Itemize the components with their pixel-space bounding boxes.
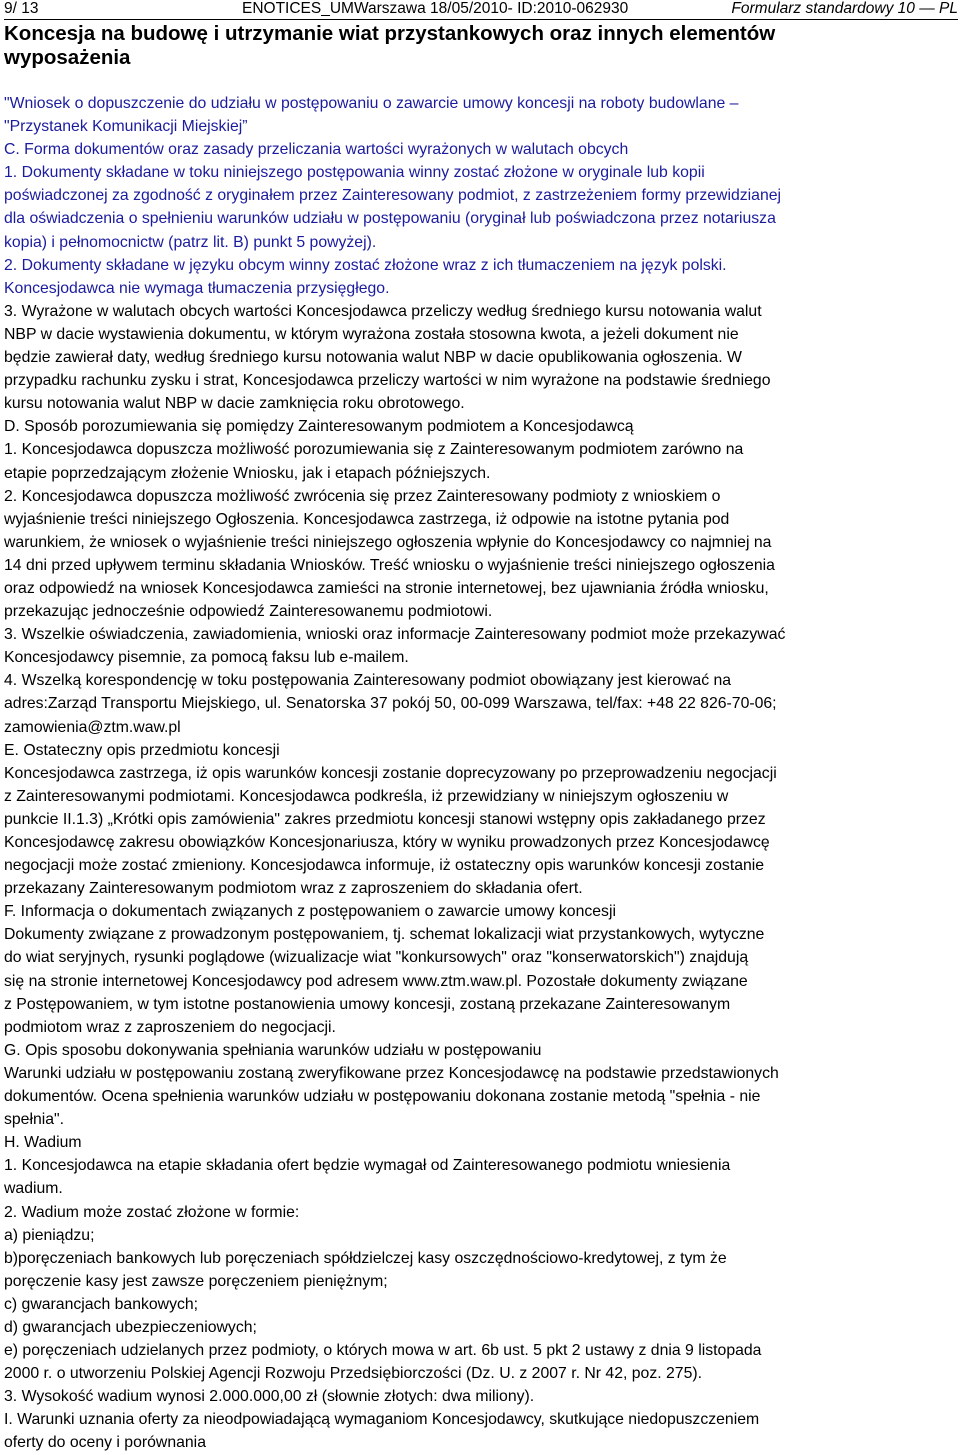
text-line: Koncesjodawcy pisemnie, za pomocą faksu lub e-mailem.	[4, 649, 409, 667]
text-line: zamowienia@ztm.waw.pl	[4, 718, 181, 736]
text-line: 1. Dokumenty składane w toku niniejszego postępowania winny zostać złożone w oryginale lub kopii	[4, 164, 705, 182]
text-line: 2. Dokumenty składane w języku obcym winny zostać złożone wraz z ich tłumaczeniem na język polski.	[4, 256, 727, 274]
text-line: 3. Wyrażone w walutach obcych wartości Koncesjodawca przeliczy według średniego kursu notowania walut	[4, 302, 762, 320]
text-line: a) pieniądzu;	[4, 1226, 95, 1244]
text-line: poświadczonej za zgodność z oryginałem przez Zainteresowany podmiot, z zastrzeżeniem formy przewidzianej	[4, 187, 782, 205]
text-line: spełnia".	[4, 1111, 65, 1129]
text-line: etapie poprzedzającym złożenie Wniosku, jak i etapach późniejszych.	[4, 464, 491, 482]
page-header	[4, 0, 958, 20]
text-line: c) gwarancjach bankowych;	[4, 1295, 199, 1313]
text-line: 3. Wysokość wadium wynosi 2.000.000,00 zł (słownie złotych: dwa miliony).	[4, 1388, 535, 1406]
text-line: kopia) i pełnomocnictw (patrz lit. B) punkt 5 powyżej).	[4, 233, 377, 251]
notice-id: ENOTICES_UMWarszawa 18/05/2010- ID:2010-062930	[242, 0, 629, 17]
text-line: 1. Koncesjodawca na etapie składania ofert będzie wymagał od Zainteresowanego podmiotu wniesienia	[4, 1157, 731, 1175]
text-line: "Przystanek Komunikacji Miejskiej”	[4, 118, 248, 136]
text-line: warunkiem, że wniosek o wyjaśnienie treści niniejszego ogłoszenia wpłynie do Koncesjodawcy co najmniej na	[4, 533, 772, 551]
text-line: z Postępowaniem, w tym istotne postanowienia umowy koncesji, zostaną przekazane Zainteresowanym	[4, 995, 731, 1013]
text-line: z Zainteresowanymi podmiotami. Koncesjodawca podkreśla, iż przewidziany w niniejszym ogłoszeniu w	[4, 787, 729, 805]
text-line: G. Opis sposobu dokonywania spełniania warunków udziału w postępowaniu	[4, 1041, 542, 1059]
text-line: będzie zawierał daty, według średniego kursu notowania walut NBP w dacie opublikowania ogłoszenia. W	[4, 349, 742, 367]
text-line: oraz odpowiedź na wniosek Koncesjodawca zamieści na stronie internetowej, bez ujawniania źródła wniosku,	[4, 579, 769, 597]
text-line: wadium.	[4, 1180, 63, 1198]
text-line: I. Warunki uznania oferty za nieodpowiadającą wymaganiom Koncesjodawcy, skutkujące niedopuszczeniem	[4, 1411, 760, 1429]
text-line: negocjacji może zostać zmieniony. Koncesjodawca informuje, iż ostateczny opis warunków koncesji zostanie	[4, 857, 765, 875]
text-line: Dokumenty związane z prowadzonym postępowaniem, tj. schemat lokalizacji wiat przystankowych, wytyczne	[4, 926, 765, 944]
text-line: dokumentów. Ocena spełnienia warunków udziału w postępowaniu dokonana zostanie metodą "spełnia - nie	[4, 1088, 761, 1106]
text-line: Warunki udziału w postępowaniu zostaną zweryfikowane przez Koncesjodawcę na podstawie przedstawionych	[4, 1064, 779, 1082]
text-line: dla oświadczenia o spełnieniu warunków udziału w postępowaniu (oryginał lub poświadczona przez notariusza	[4, 210, 776, 228]
text-line: 2. Koncesjodawca dopuszcza możliwość zwrócenia się przez Zainteresowany podmioty z wnioskiem o	[4, 487, 721, 505]
text-line: e) poręczeniach udzielanych przez podmioty, o których mowa w art. 6b ust. 5 pkt 2 ustawy z dnia 9 listopada	[4, 1342, 762, 1360]
text-line: b)poręczeniach bankowych lub poręczeniach spółdzielczej kasy oszczędnościowo-kredytowej, z tym że	[4, 1249, 727, 1267]
text-line: adres:Zarząd Transportu Miejskiego, ul. Senatorska 37 pokój 50, 00-099 Warszawa, tel/fax: +48 22 826-70-06;	[4, 695, 777, 713]
text-line: E. Ostateczny opis przedmiotu koncesji	[4, 741, 280, 759]
text-line: C. Forma dokumentów oraz zasady przeliczania wartości wyrażonych w walutach obcych	[4, 141, 629, 159]
text-line: Koncesjodawca nie wymaga tłumaczenia przysięgłego.	[4, 279, 390, 297]
text-line: d) gwarancjach ubezpieczeniowych;	[4, 1318, 257, 1336]
text-line: przekazany Zainteresowanym podmiotom wraz z zaproszeniem do składania ofert.	[4, 880, 583, 898]
title-line-1: Koncesja na budowę i utrzymanie wiat przystankowych oraz innych elementów	[4, 22, 776, 45]
text-line: kursu notowania walut NBP w dacie zamknięcia roku obrotowego.	[4, 395, 465, 413]
text-line: się na stronie internetowej Koncesjodawcy pod adresem www.ztm.waw.pl. Pozostałe dokumenty związane	[4, 972, 748, 990]
text-line: Koncesjodawcę zakresu obowiązków Koncesjonariusza, który w wyniku prowadzonych przez Koncesjodawcę	[4, 834, 770, 851]
text-line: F. Informacja o dokumentach związanych z postępowaniem o zawarcie umowy koncesji	[4, 903, 616, 921]
header-divider	[4, 19, 958, 20]
text-line: oferty do oceny i porównania	[4, 1434, 206, 1452]
text-line: 2000 r. o utworzeniu Polskiej Agencji Rozwoju Przedsiębiorczości (Dz. U. z 2007 r. Nr 42, poz. 275).	[4, 1365, 703, 1383]
text-line: H. Wadium	[4, 1134, 82, 1152]
document-body	[4, 92, 959, 1455]
text-line: "Wniosek o dopuszczenie do udziału w postępowaniu o zawarcie umowy koncesji na roboty budowlane –	[4, 95, 739, 112]
page-number: 9/ 13	[4, 0, 39, 17]
text-line: punkcie II.1.3) „Krótki opis zamówienia" zakres przedmiotu koncesji stanowi wstępny opis zakładanego przez	[4, 810, 766, 828]
text-line: D. Sposób porozumiewania się pomiędzy Zainteresowanym podmiotem a Koncesjodawcą	[4, 418, 634, 436]
text-line: poręczenie kasy jest zawsze poręczeniem pieniężnym;	[4, 1272, 388, 1290]
document-title	[4, 22, 954, 70]
title-line-2: wyposażenia	[4, 46, 131, 69]
text-line: podmiotom wraz z zaproszeniem do negocjacji.	[4, 1018, 336, 1036]
text-line: 2. Wadium może zostać złożone w formie:	[4, 1203, 300, 1221]
form-name: Formularz standardowy 10 — PL	[731, 0, 958, 17]
text-line: wyjaśnienie treści niniejszego Ogłoszenia. Koncesjodawca zastrzega, iż odpowie na istotne pytania pod	[4, 510, 730, 528]
text-line: przypadku rachunku zysku i strat, Koncesjodawca przeliczy wartości w nim wyrażone na podstawie średniego	[4, 372, 771, 390]
text-line: Koncesjodawca zastrzega, iż opis warunków koncesji zostanie doprecyzowany po przeprowadzeniu negocjacji	[4, 764, 777, 782]
text-line: NBP w dacie wystawienia dokumentu, w którym wyrażona została stosowna kwota, a jeżeli dokument nie	[4, 325, 739, 343]
text-line: 1. Koncesjodawca dopuszcza możliwość porozumiewania się z Zainteresowanym podmiotem zarówno na	[4, 441, 744, 459]
text-line: przekazując jednocześnie odpowiedź Zainteresowanemu podmiotowi.	[4, 603, 493, 621]
text-line: 14 dni przed upływem terminu składania Wniosków. Treść wniosku o wyjaśnienie treści niniejszego ogłoszenia	[4, 556, 775, 574]
text-line: do wiat seryjnych, rysunki poglądowe (wizualizacje wiat "konkursowych" oraz "konserwatorskich") znajdują	[4, 949, 749, 967]
text-line: 3. Wszelkie oświadczenia, zawiadomienia, wnioski oraz informacje Zainteresowany podmiot może przekazywać	[4, 626, 786, 644]
text-line: 4. Wszelką korespondencję w toku postępowania Zainteresowany podmiot obowiązany jest kierować na	[4, 672, 732, 690]
